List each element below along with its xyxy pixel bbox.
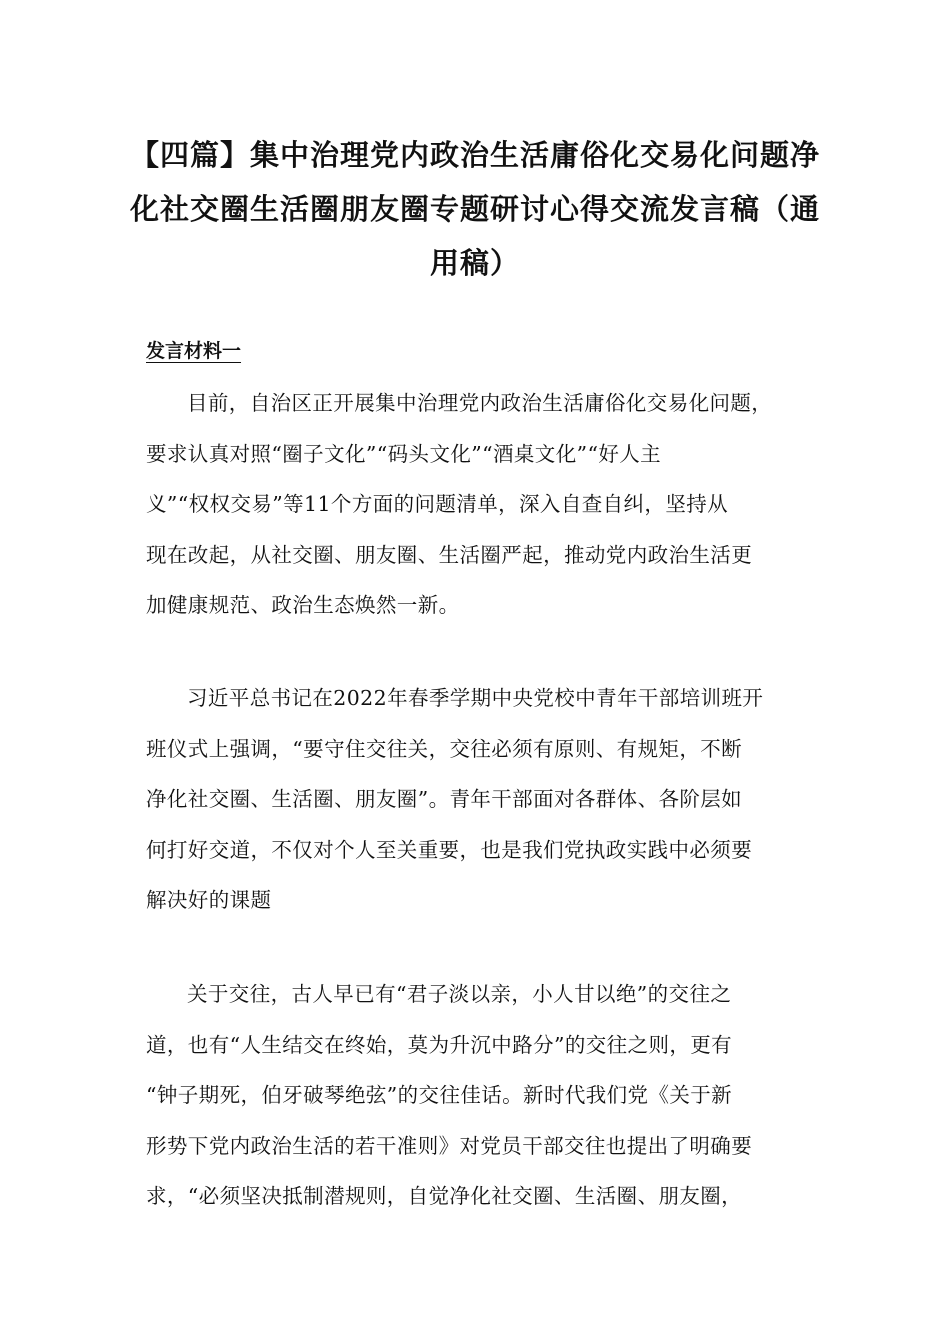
paragraph-line: 习近平总书记在2022年春季学期中央党校中青年干部培训班开 [187, 686, 764, 710]
title-line: 用稿） [429, 246, 520, 280]
document-title [110, 128, 840, 290]
paragraph-line: 净化社交圈、生活圈、朋友圈”。青年干部面对各群体、各阶层如 [146, 787, 743, 811]
title-line: 化社交圈生活圈朋友圈专题研讨心得交流发言稿（通 [129, 192, 820, 226]
paragraph-line: 目前，自治区正开展集中治理党内政治生活庸俗化交易化问题， [187, 391, 773, 415]
paragraph-line: 班仪式上强调，“要守住交往关，交往必须有原则、有规矩，不断 [146, 736, 743, 761]
paragraph-line: 关于交往，古人早已有“君子淡以亲，小人甘以绝”的交往之 [187, 982, 732, 1006]
paragraph-line: 何打好交道，不仅对个人至关重要，也是我们党执政实践中必须要 [146, 837, 753, 862]
paragraph-line: 现在改起，从社交圈、朋友圈、生活圈严起，推动党内政治生活更 [146, 542, 753, 567]
paragraph [146, 378, 821, 631]
paragraph-line: 求，“必须坚决抵制潜规则，自觉净化社交圈、生活圈、朋友圈， [146, 1184, 743, 1208]
paragraph [146, 673, 821, 926]
paragraph-line: 道，也有“人生结交在终始，莫为升沉中路分”的交往之则，更有 [146, 1032, 733, 1057]
paragraph-line: “钟子期死，伯牙破琴绝弦”的交往佳话。新时代我们党《关于新 [146, 1083, 733, 1107]
paragraph-line: 形势下党内政治生活的若干准则》对党员干部交往也提出了明确要 [146, 1133, 753, 1158]
paragraph-line: 要求认真对照“圈子文化”“码头文化”“酒桌文化”“好人主 [146, 441, 662, 466]
paragraph-line: 加健康规范、政治生态焕然一新。 [146, 593, 460, 617]
paragraph [146, 969, 821, 1222]
paragraph-line: 解决好的课题 [146, 888, 272, 912]
title-line: 【四篇】集中治理党内政治生活庸俗化交易化问题净 [129, 138, 820, 172]
section-heading: 发言材料一 [146, 340, 242, 362]
paragraph-line: 义”“权权交易”等11个方面的问题清单，深入自查自纠，坚持从 [146, 492, 729, 516]
